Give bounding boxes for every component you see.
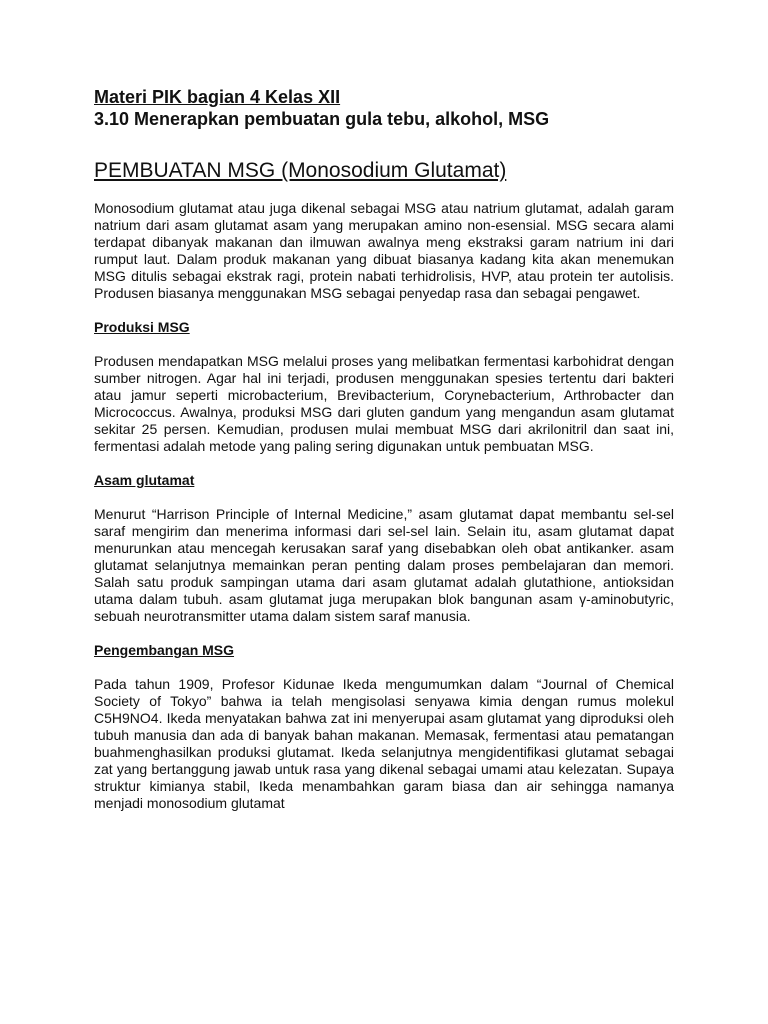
section-paragraph-produksi-msg: Produsen mendapatkan MSG melalui proses yang melibatkan fermentasi karbohidrat dengan sumber nitrogen. Agar hal ini terjadi, produsen menggunakan spesies tertentu dari bakteri atau jamur seperti microbacterium, Brevibacterium, Corynebacterium, Arthrobacter dan Micrococcus. Awalnya, produksi MSG dari gluten gandum yang mengandun asam glutamat sekitar 25 persen. Kemudian, produsen mulai membuat MSG dari akrilonitril dan saat ini, fermentasi adalah metode yang paling sering digunakan untuk pembuatan MSG. (94, 353, 674, 454)
section-heading-pengembangan-msg: Pengembangan MSG (94, 642, 235, 658)
section-heading-produksi-msg: Produksi MSG (94, 319, 190, 335)
section-heading-asam-glutamat: Asam glutamat (94, 472, 195, 488)
document-page (94, 86, 674, 812)
document-title-line-2: 3.10 Menerapkan pembuatan gula tebu, alkohol, MSG (94, 109, 550, 129)
intro-paragraph: Monosodium glutamat atau juga dikenal sebagai MSG atau natrium glutamat, adalah garam natrium dari asam glutamat asam yang merupakan amino non-esensial. MSG secara alami terdapat dibanyak makanan dan ilmuwan awalnya meng ekstraksi garam natrium ini dari rumput laut. Dalam produk makanan yang dibuat biasanya kadang kita akan menemukan MSG ditulis sebagai ekstrak ragi, protein nabati terhidrolisis, HVP, atau protein ter autolisis. Produsen biasanya menggunakan MSG sebagai penyedap rasa dan sebagai pengawet. (94, 200, 674, 301)
section-paragraph-pengembangan-msg: Pada tahun 1909, Profesor Kidunae Ikeda mengumumkan dalam “Journal of Chemical Society of Tokyo” bahwa ia telah mengisolasi senyawa kimia dengan rumus molekul C5H9NO4. Ikeda menyatakan bahwa zat ini menyerupai asam glutamat yang diproduksi oleh tubuh manusia dan ada di banyak bahan makanan. Memasak, fermentasi atau pematangan buahmenghasilkan produksi glutamat. Ikeda selanjutnya mengidentifikasi glutamat sebagai zat yang bertanggung jawab untuk rasa yang dikenal sebagai umami atau kelezatan. Supaya struktur kimianya stabil, Ikeda menambahkan garam biasa dan air sehingga namanya menjadi monosodium glutamat (94, 676, 674, 811)
document-title-line-1: Materi PIK bagian 4 Kelas XII (94, 87, 341, 107)
section-paragraph-asam-glutamat: Menurut “Harrison Principle of Internal Medicine,” asam glutamat dapat membantu sel-sel saraf mengirim dan menerima informasi dari sel-sel lain. Selain itu, asam glutamat dapat menurunkan atau mencegah kerusakan saraf yang disebabkan oleh obat antikanker. asam glutamat selanjutnya memainkan peran penting dalam proses pembelajaran dan memori. Salah satu produk sampingan utama dari asam glutamat adalah glutathione, antioksidan utama dalam tubuh. asam glutamat juga merupakan blok bangunan asam γ-aminobutyric, sebuah neurotransmitter utama dalam sistem saraf manusia. (94, 506, 674, 624)
main-heading: PEMBUATAN MSG (Monosodium Glutamat) (94, 159, 507, 182)
